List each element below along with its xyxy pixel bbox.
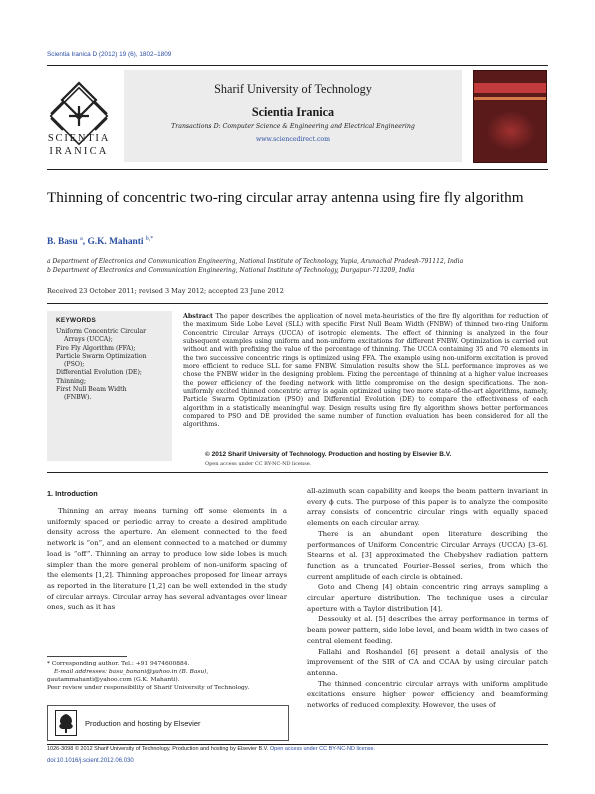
paragraph: Dessouky et al. [5] describes the array performance in terms of beam power pattern, side lobe level, and beam width in two cases of central element feeding. [307,615,548,645]
logo-text-iranica: IRANICA [49,146,109,157]
abstract-body: The paper describes the application of novel meta-heuristics of the fire fly algorithm for reduction of the maximum Side Lobe Level (SLL) with specific First Null Beam Width (FNBW) of thinned two-ring Uniform Concentric Circular Arrays (UCCA) of isotropic elements. The effect of thinning is analyzed in the four subsequent examples using uniform and non-uniform excitations for different FNBW. Optimization is carried out without and with prefixing the value of the percentage of thinning. The UCCA containing 35 and 70 elements in the two successive concentric rings is optimized using FFA. The example using non-uniform excitation is proved more efficient to reduce SLL for same FNBW. Simulation results show the SLL performance improves as we chose the FNBW wider in the designing problem. Fixing the percentage of thinning at a higher value increases the power efficiency of the feeding network with little compromise on the design specifications. The non-uniformly excited thinned concentric array is again optimized using two more state-of-the-art algorithms, namely, Particle Swarm Optimization (PSO) and Differential Evolution (DE) to compare the effectiveness of each algorithm in a statistically meaningful way. Design results using fire fly algorithm shows better performances compared to PSO and DE provided the same number of function evaluation has been considered for all the algorithms. [183,313,548,429]
cover-title-band [474,83,547,93]
article-title: Thinning of concentric two-ring circular array antenna using fire fly algorithm [47,189,524,206]
keyword-item: (FNBW). [64,394,92,402]
author-list [47,236,153,247]
logo-text-scientia: SCIENTIA [47,133,111,144]
keyword-item: First Null Beam Width [56,386,127,394]
keyword-item: Fire Fly Algorithm (FFA); [56,344,136,352]
transactions-subtitle: Transactions D: Computer Science & Engineering and Electrical Engineering [171,123,415,130]
email-line-1[interactable]: E-mail addresses: basu_banani@yahoo.in (B. Basu), [54,669,209,675]
keywords-box [47,311,172,461]
header-rule-top [47,65,548,66]
author-basu-affil[interactable]: a [80,236,83,242]
paragraph: Goto and Cheng [4] obtain concentric ring arrays sampling a circular aperture distribution. The technique uses a circular aperture with a Taylor distribution [4]. [307,583,548,613]
issn-line [47,746,375,752]
keyword-item: Uniform Concentric Circular [56,328,147,335]
author-mahanti-affil[interactable]: b,* [145,236,154,242]
paragraph: all-azimuth scan capability and keeps the beam pattern invariant in every ϕ cuts. The purpose of this paper is to analyze the composite array consists of concentric circular rings with equally spaced elements on each circular array. [307,487,548,528]
keyword-item: (PSO); [64,361,85,369]
paragraph: The thinned concentric circular arrays with uniform amplitude excitations ensure higher power efficiency and beamforming networks of reduced complexity. However, the uses of [307,679,548,710]
keyword-item: Differential Evolution (DE); [56,369,142,377]
doi-link[interactable]: doi:10.1016/j.scient.2012.06.030 [47,758,134,764]
author-mahanti[interactable]: G.K. Mahanti [87,237,144,248]
journal-name: Scientia Iranica [251,105,335,119]
journal-cover-image [473,70,547,163]
footnote-rule [47,656,127,657]
website-link[interactable]: www.sciencedirect.com [255,136,331,143]
elsevier-tree-icon [55,710,77,736]
journal-citation[interactable]: Scientia Iranica D (2012) 19 (6), 1802–1809 [47,51,172,58]
intro-right-column [307,486,548,711]
abstract-rule [47,472,548,473]
license-link[interactable]: Open access under CC BY-NC-ND license. [269,746,376,752]
paragraph: There is an abundant open literature describing the performances of Uniform Concentric Circular Arrays (UCCA) [3–6]. Stearns et al. [3] approximated the Chebyshev radiation pattern function as a truncated Fourier–Bessel series, from which the current amplitude of each circle is obtained. [307,529,548,581]
corresponding-author-note: * Corresponding author. Tel.: +91 9474600884. [47,661,190,667]
section-heading: 1. Introduction [47,489,98,498]
university-name: Sharif University of Technology [214,82,372,96]
author-basu[interactable]: B. Basu [47,237,78,248]
email-line-2[interactable]: gautammahanti@yahoo.com (G.K. Mahanti). [47,677,180,683]
abstract-label: Abstract [183,313,213,320]
issn-text: 1026-3098 © 2012 Sharif University of Technology. Production and hosting by Elsevier B.V. [47,746,269,752]
intro-left-column: Thinning an array means turning off some elements in a uniformly spaced or periodic array to create a desired amplitude density across the aperture. An element connected to the feed network is “on”, and an element connected to a matched or dummy load is “off”. Thinning an array to produce low side lobes is much simpler than the more general problem of non-uniform spacing of the elements [1,2]. Thinning approaches proposed for linear arrays as reported in the literature [1,2] can be well extended in the study of circular arrays. Circular array has several advantages over linear ones, such as it has [47,507,287,612]
footer-rule [47,744,548,745]
paragraph: Fallahi and Roshandel [6] present a detail analysis of the improvement of the SIR of CA and CCAA by using circular patch antenna. [307,647,548,677]
cover-subtitle-band [474,97,547,100]
section-rule [47,303,548,304]
peer-review-note: Peer review under responsibility of Sharif University of Technology. [47,685,250,691]
footnotes [47,660,297,692]
copyright-notice: © 2012 Sharif University of Technology. Production and hosting by Elsevier B.V. [205,451,452,458]
open-access-link[interactable]: Open access under CC BY-NC-ND license. [205,461,312,467]
keyword-item: Particle Swarm Optimization [56,352,147,360]
author-separator: , [82,237,88,248]
affiliation-b: b Department of Electronics and Communication Engineering, National Institute of Technology, Durgapur-713209, India [47,267,415,274]
received-dates: Received 23 October 2011; revised 3 May 2012; accepted 23 June 2012 [47,287,284,295]
keyword-item: Thinning; [56,377,87,385]
cover-artwork [486,111,536,151]
keyword-item: Arrays (UCCA); [64,336,113,344]
keywords-title: KEYWORDS [56,317,97,324]
abstract-text [183,313,548,430]
elsevier-banner-text: Production and hosting by Elsevier [85,719,201,728]
affiliation-a: a Department of Electronics and Communication Engineering, National Institute of Technology, Yupia, Arunachal Pradesh-791112, India [47,258,464,265]
header-rule-bottom [47,169,548,170]
